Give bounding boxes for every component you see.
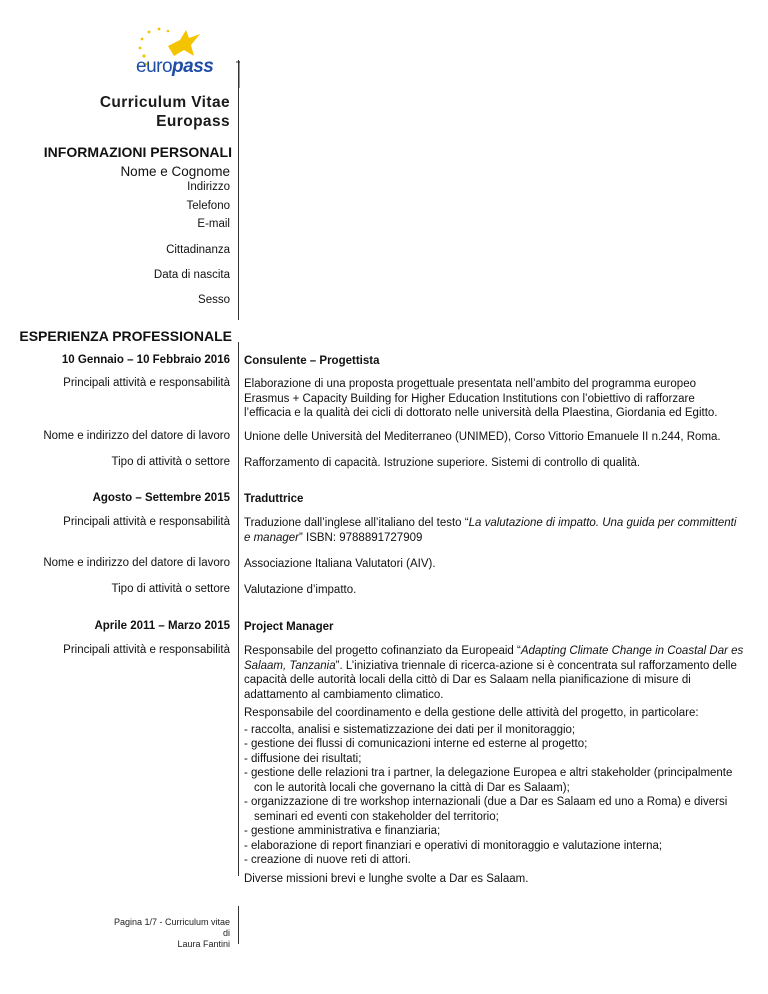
- job-sector: Rafforzamento di capacità. Istruzione superiore. Sistemi di controllo di qualità.: [244, 457, 641, 469]
- email-label: E-mail: [197, 218, 230, 230]
- list-item: - elaborazione di report finanziari e operativi di monitoraggio e valutazione interna;: [244, 839, 744, 854]
- sector-label: Tipo di attività o settore: [111, 456, 230, 468]
- list-item: - gestione amministrativa e finanziaria;: [244, 824, 744, 839]
- coordination-intro: Responsabile del coordinamento e della gestione delle attività del progetto, in particolare:: [244, 707, 699, 719]
- sector-label: Tipo di attività o settore: [111, 583, 230, 595]
- list-item: - diffusione dei risultati;: [244, 752, 744, 767]
- missions-text: Diverse missioni brevi e lunghe svolte a Dar es Salaam.: [244, 872, 529, 885]
- column-divider-top: [238, 60, 239, 320]
- job-activities: Responsabile del progetto cofinanziato da Europeaid “Adapting Climate Change in Coastal Dar es Salaam, Tanzania”. L’iniziativa triennale di ricerca-azione si è concentrata sul rafforzamento delle capacità delle autorità locali della cittò di Dar es Salaam nella pianificazione di misure di adattamento al cambiamento climatico. Responsabile del coordinamento e della gestione delle attività del progetto, in particolare: - raccolta, analisi e sistematizzazione dei dati per il monitoraggio; - gestione dei flussi di comunicazioni interne ed esterne al progetto; - diffusione dei risultati; - gestione delle relazioni tra i partner, la delegazione Europea e altri stakeholder (principalmente con le autorità locali che governano la città di Dar es Salaam); - organizzazione di tre workshop internazionali (due a Dar es Salaam ed uno a Roma) e diversi seminari ed eventi con stakeholder del territorio; - gestione amministrativa e finanziaria; - elaborazione di report finanziari e operativi di monitoraggio e valutazione interna; - creazione di nuove reti di attori. Diverse missioni brevi e lunghe svolte a Dar es Salaam.: [244, 644, 744, 886]
- column-divider-main: [238, 342, 239, 876]
- name-label: Nome e Cognome: [120, 164, 230, 179]
- job-role: Consulente – Progettista: [244, 355, 380, 367]
- job-employer: Associazione Italiana Valutatori (AIV).: [244, 558, 436, 570]
- page-footer: Pagina 1/7 - Curriculum vitae di Laura Fantini: [113, 917, 230, 949]
- employer-label: Nome e indirizzo del datore di lavoro: [43, 430, 230, 442]
- citizenship-label: Cittadinanza: [166, 244, 230, 256]
- list-item: - raccolta, analisi e sistematizzazione dei dati per il monitoraggio;: [244, 723, 744, 738]
- job-employer: Unione delle Università del Mediterraneo (UNIMED), Corso Vittorio Emanuele II n.244, Roma.: [244, 431, 721, 443]
- phone-label: Telefono: [186, 200, 230, 212]
- europass-logo-text: europass: [136, 56, 214, 77]
- employer-label: Nome e indirizzo del datore di lavoro: [43, 557, 230, 569]
- activities-label: Principali attività e responsabilità: [63, 644, 230, 656]
- responsibility-list: [244, 723, 744, 868]
- job-dates: 10 Gennaio – 10 Febbraio 2016: [61, 354, 230, 366]
- personal-info-heading: INFORMAZIONI PERSONALI: [43, 144, 232, 160]
- job-role: Traduttrice: [244, 493, 304, 505]
- job-sector: Valutazione d’impatto.: [244, 584, 357, 596]
- birth-date-label: Data di nascita: [153, 269, 230, 281]
- experience-heading: ESPERIENZA PROFESSIONALE: [19, 328, 232, 344]
- job-role: Project Manager: [244, 621, 334, 633]
- list-item: - gestione dei flussi di comunicazioni interne ed esterne al progetto;: [244, 737, 744, 752]
- job-activities: Traduzione dall’inglese all’italiano del testo “La valutazione di impatto. Una guida per committenti e manager” ISBN: 9788891727909: [244, 517, 737, 544]
- list-item: - organizzazione di tre workshop internazionali (due a Dar es Salaam ed uno a Roma) e diversi seminari ed eventi con stakeholder del territorio;: [244, 795, 744, 824]
- list-item: - gestione delle relazioni tra i partner, la delegazione Europea e altri stakeholder (principalmente con le autorità locali che governano la città di Dar es Salaam);: [244, 766, 744, 795]
- job-dates: Agosto – Settembre 2015: [92, 492, 230, 504]
- activities-label: Principali attività e responsabilità: [63, 377, 230, 389]
- job-dates: Aprile 2011 – Marzo 2015: [94, 620, 230, 632]
- activities-label: Principali attività e responsabilità: [63, 516, 230, 528]
- address-label: Indirizzo: [187, 181, 230, 193]
- sex-label: Sesso: [198, 294, 230, 306]
- list-item: - creazione di nuove reti di attori.: [244, 853, 744, 868]
- column-divider-footer: [238, 906, 239, 944]
- cv-title: Curriculum Vitae Europass: [99, 94, 230, 130]
- job-activities: Elaborazione di una proposta progettuale presentata nell’ambito del programma europeo Erasmus + Capacity Building for Higher Education Institutions con l’obiettivo di rafforzare l’efficacia e la qualità dei cicli di dottorato nelle università della Plaestina, Giordania ed Egitto.: [244, 378, 718, 419]
